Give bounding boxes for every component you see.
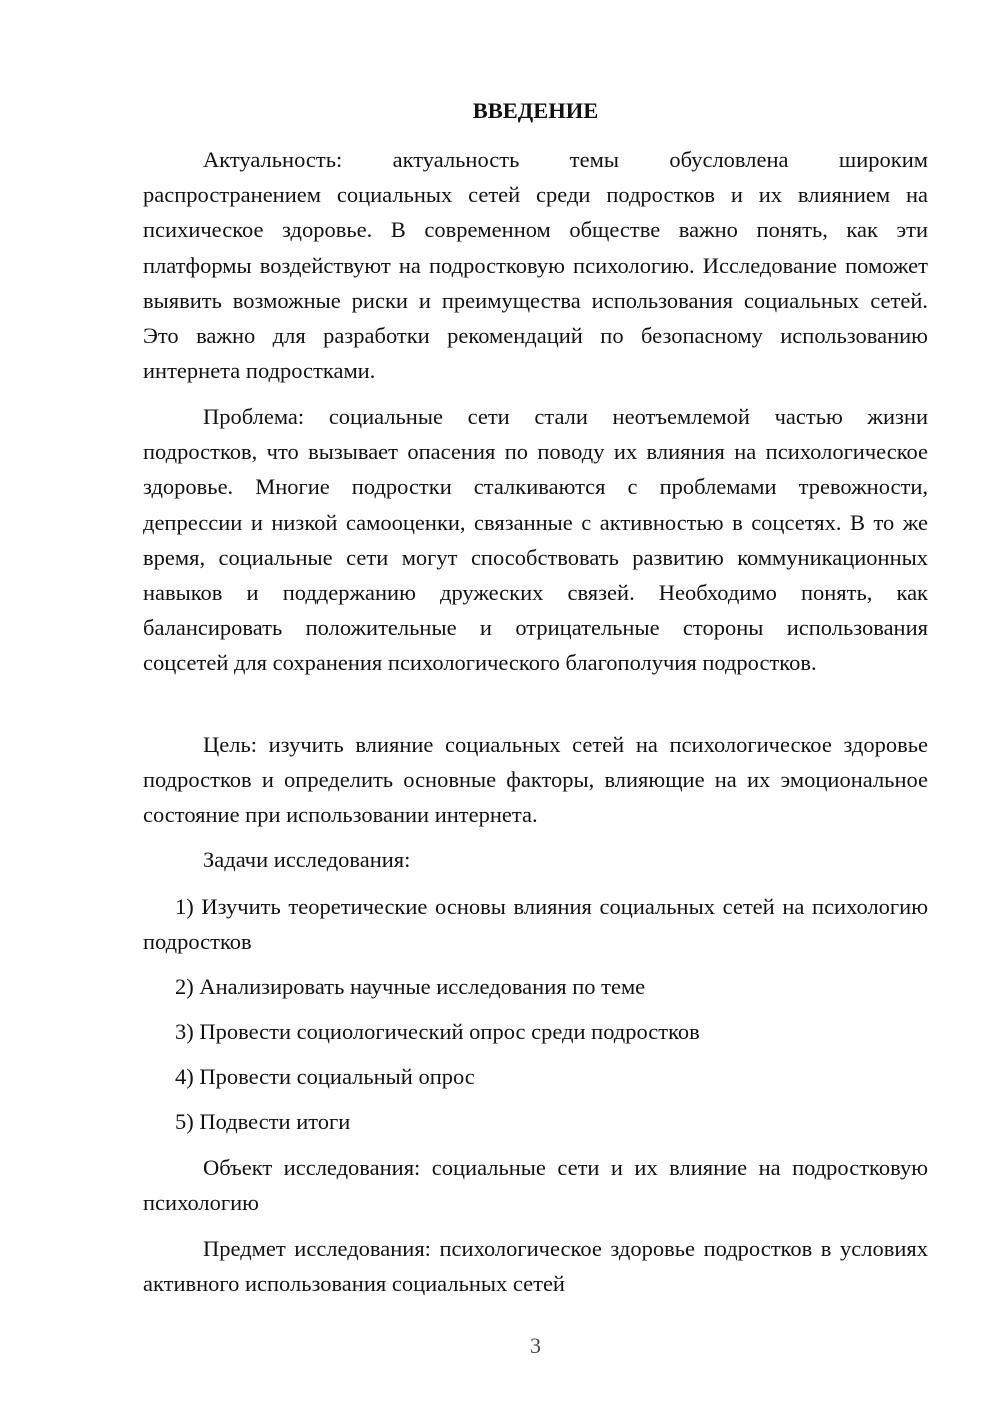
- task-item-4: 4) Провести социальный опрос: [175, 1064, 475, 1089]
- task-item-1: 1) Изучить теоретические основы влияния социальных сетей на психологию подростков: [143, 894, 928, 955]
- subject-paragraph: Предмет исследования: психологическое здоровье подростков в условиях активного использования социальных сетей: [143, 1236, 928, 1297]
- goal-paragraph: Цель: изучить влияние социальных сетей на психологическое здоровье подростков и определить основные факторы, влияющие на их эмоциональное состояние при использовании интернета.: [143, 732, 928, 828]
- task-item-5: 5) Подвести итоги: [175, 1109, 351, 1134]
- page-title: ВВЕДЕНИЕ: [472, 98, 599, 123]
- problem-paragraph: Проблема: социальные сети стали неотъемлемой частью жизни подростков, что вызывает опасения по поводу их влияния на психологическое здоровье. Многие подростки сталкиваются с проблемами тревожности, депрессии и низкой самооценки, связанные с активностью в соцсетях. В то же время, социальные сети могут способствовать развитию коммуникационных навыков и поддержанию дружеских связей. Необходимо понять, как балансировать положительные и отрицательные стороны использования соцсетей для сохранения психологического благополучия подростков.: [143, 404, 928, 676]
- tasks-heading: Задачи исследования:: [203, 847, 411, 872]
- task-item-3: 3) Провести социологический опрос среди подростков: [175, 1019, 700, 1044]
- page-number: 3: [530, 1333, 541, 1358]
- document-page: [143, 0, 928, 1414]
- object-paragraph: Объект исследования: социальные сети и их влияние на подростковую психологию: [143, 1155, 928, 1216]
- relevance-paragraph: Актуальность: актуальность темы обусловлена широким распространением социальных сетей среди подростков и их влиянием на психическое здоровье. В современном обществе важно понять, как эти платформы воздействуют на подростковую психологию. Исследование поможет выявить возможные риски и преимущества использования социальных сетей. Это важно для разработки рекомендаций по безопасному использованию интернета подростками.: [143, 147, 928, 384]
- task-item-2: 2) Анализировать научные исследования по теме: [175, 974, 646, 999]
